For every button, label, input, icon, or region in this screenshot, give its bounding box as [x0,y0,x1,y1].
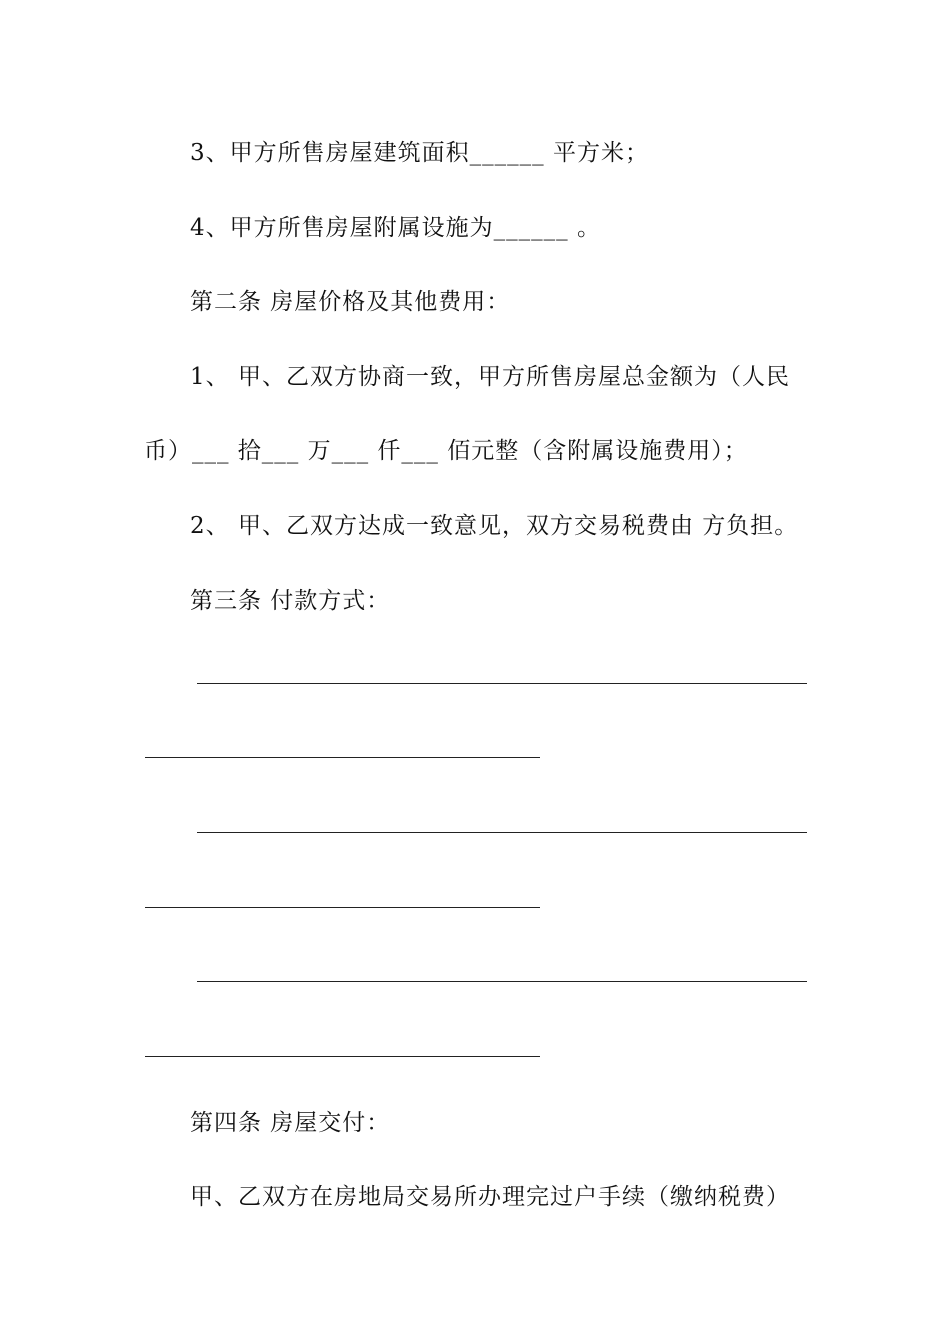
clause-taxes: 2、 甲、乙双方达成一致意见，双方交易税费由 方负担。 [190,513,799,539]
payment-blank-line-3b [145,1056,540,1057]
clause-price-line2: 币）___ 拾___ 万___ 仟___ 佰元整（含附属设施费用）； [144,438,748,464]
payment-blank-line-2b [145,907,540,908]
clause-area: 3、甲方所售房屋建筑面积______ 平方米； [190,140,649,166]
payment-blank-line-3a [197,981,807,982]
payment-blank-line-1a [197,683,807,684]
clause-delivery: 甲、乙双方在房地局交易所办理完过户手续（缴纳税费） [190,1184,790,1210]
article-2-heading: 第二条 房屋价格及其他费用： [190,289,511,315]
article-4-heading: 第四条 房屋交付： [190,1110,391,1136]
clause-price-line1: 1、 甲、乙双方协商一致，甲方所售房屋总金额为（人民 [190,364,790,390]
payment-blank-line-1b [145,757,540,758]
payment-blank-line-2a [197,832,807,833]
article-3-heading: 第三条 付款方式： [190,588,391,614]
clause-facilities: 4、甲方所售房屋附属设施为______ 。 [190,215,601,241]
